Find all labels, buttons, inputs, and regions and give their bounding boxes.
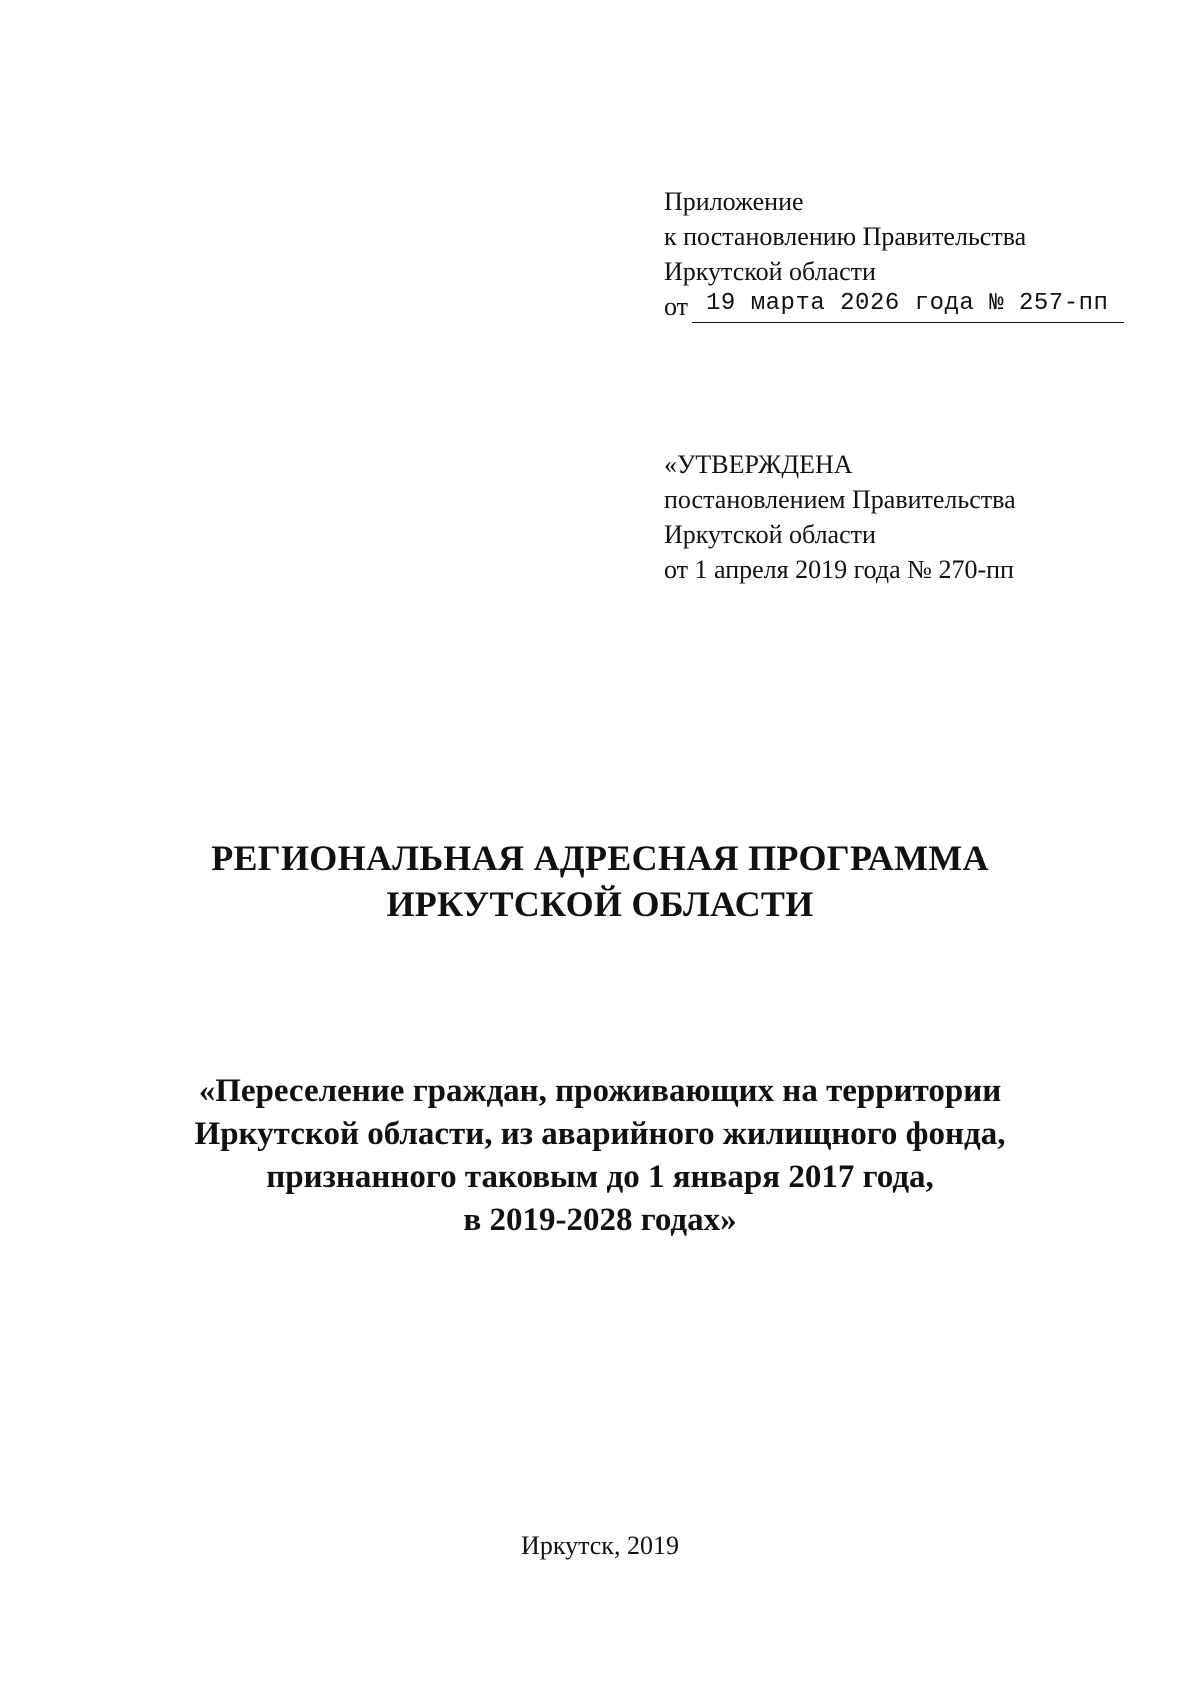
program-name-line-2: Иркутской области, из аварийного жилищного фонда, <box>194 1116 1006 1152</box>
appendix-date-prefix: от <box>664 292 689 321</box>
place-and-year: Иркутск, 2019 <box>521 1531 679 1560</box>
approval-date-line: от 1 апреля 2019 года № 270-пп <box>664 555 1014 584</box>
title-line-2: ИРКУТСКОЙ ОБЛАСТИ <box>386 884 814 924</box>
date-underline <box>692 322 1124 323</box>
appendix-block <box>664 184 1144 327</box>
document-title <box>0 835 1200 927</box>
title-line-1: РЕГИОНАЛЬНАЯ АДРЕСНАЯ ПРОГРАММА <box>211 838 989 878</box>
appendix-region-line: Иркутской области <box>664 257 876 286</box>
program-name-line-1: «Переселение граждан, проживающих на территории <box>198 1073 1002 1109</box>
program-name <box>0 1070 1200 1242</box>
appendix-resolution-line: к постановлению Правительства <box>664 222 1027 251</box>
appendix-heading: Приложение <box>664 187 804 216</box>
approval-heading: «УТВЕРЖДЕНА <box>664 450 853 479</box>
approval-resolution-line: постановлением Правительства <box>664 485 1016 514</box>
approval-block <box>664 447 1144 587</box>
approval-region-line: Иркутской области <box>664 520 876 549</box>
program-name-line-3: признанного таковым до 1 января 2017 года, <box>266 1159 934 1195</box>
appendix-date-field <box>692 289 1124 327</box>
appendix-date-value: 19 марта 2026 года № 257-пп <box>706 290 1109 317</box>
program-name-line-4: в 2019-2028 годах» <box>463 1202 737 1238</box>
appendix-date-line <box>664 289 1134 327</box>
